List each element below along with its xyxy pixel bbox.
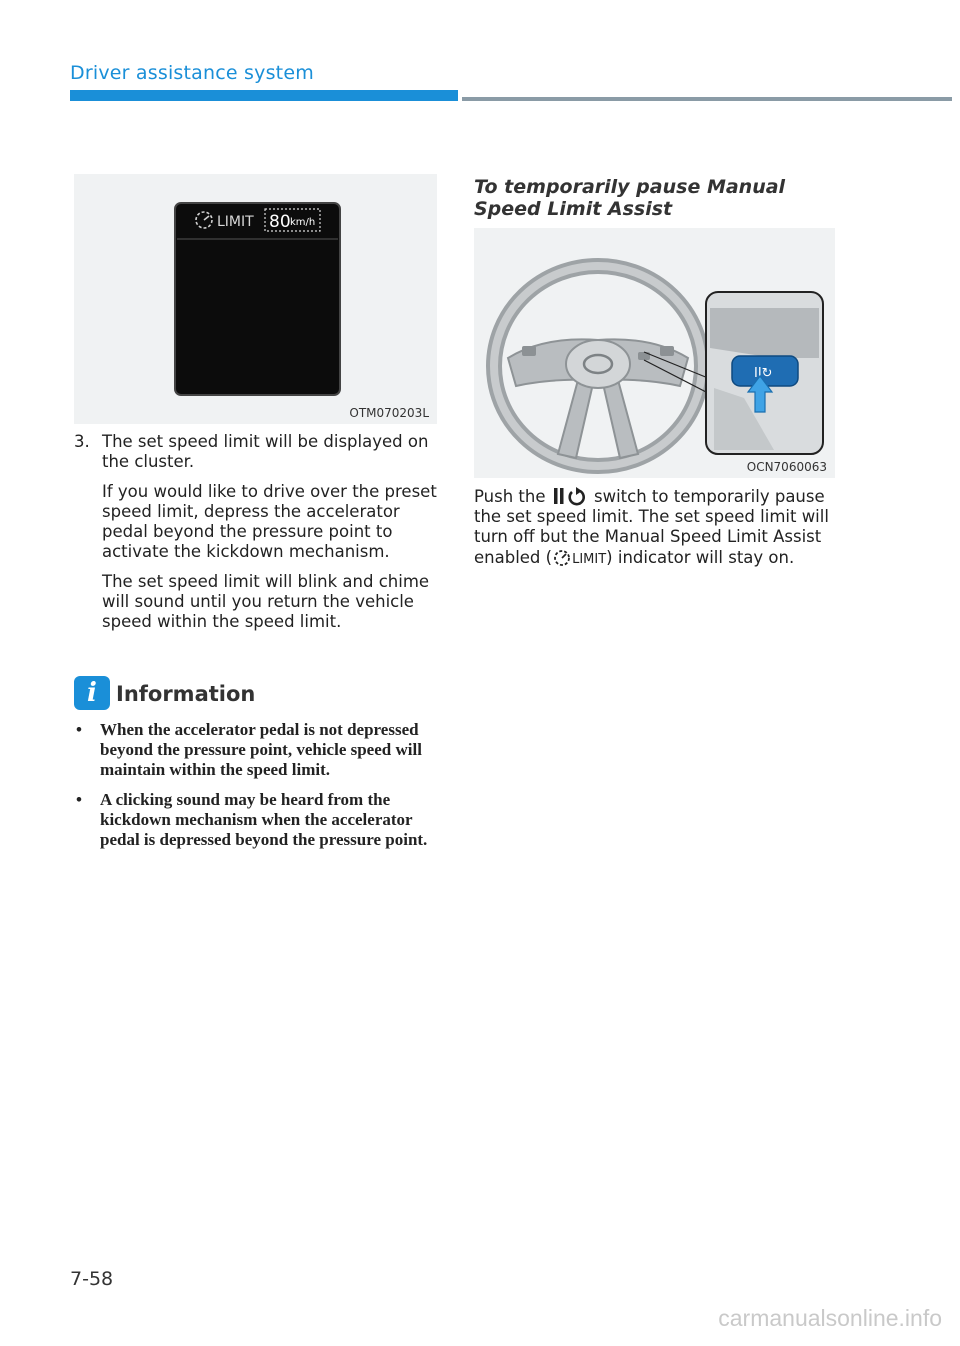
- pause-switch-icon: [551, 486, 589, 506]
- steering-wheel-icon: [494, 266, 702, 466]
- list-item: • A clicking sound may be heard from the kickdown mechanism when the accelerator pedal is depressed beyond the pressure point.: [76, 790, 428, 849]
- step-number: 3.: [74, 432, 90, 451]
- svg-text:II↻: II↻: [754, 366, 773, 381]
- steering-wheel-illustration: [474, 228, 835, 478]
- step-paragraph: The set speed limit will be displayed on the cluster.: [102, 432, 429, 471]
- information-title: Information: [116, 682, 256, 706]
- step-paragraph: If you would like to drive over the preset speed limit, depress the accelerator pedal beyond the pressure point to activate the kickdown mechanism.: [102, 482, 437, 561]
- cluster-speed-unit: km/h: [290, 217, 316, 228]
- pause-instructions: Push the switch to temporarily pause the set speed limit. The set speed limit will turn off but the Manual Speed Limit Assist enabled ( LIMIT) indicator will stay on.: [474, 487, 829, 567]
- page-number: 7-58: [70, 1268, 114, 1290]
- list-item: • When the accelerator pedal is not depressed beyond the pressure point, vehicle speed will maintain within the speed limit.: [76, 720, 422, 779]
- cluster-limit-label: LIMIT: [217, 214, 254, 230]
- zoom-inset: [706, 292, 823, 454]
- header-accent-bar: [70, 90, 458, 101]
- information-list: [74, 720, 444, 860]
- section-title: Driver assistance system: [70, 62, 314, 84]
- cluster-speed-value: 80: [269, 212, 291, 232]
- info-icon: i: [74, 676, 110, 710]
- steering-wheel-figure: [474, 228, 835, 478]
- cluster-figure: [74, 174, 437, 424]
- figure-caption: OTM070203L: [349, 406, 429, 420]
- cluster-display-illustration: [74, 174, 437, 424]
- section-heading: To temporarily pause Manual Speed Limit Assist: [474, 176, 786, 220]
- watermark: carmanualsonline.info: [718, 1305, 942, 1331]
- figure-caption: OCN7060063: [746, 460, 827, 474]
- header-rule: [462, 97, 952, 101]
- step-paragraph: The set speed limit will blink and chime will sound until you return the vehicle speed within the speed limit.: [102, 572, 430, 631]
- step-3: [74, 432, 444, 642]
- speed-limit-gauge-icon: [552, 547, 572, 567]
- indicator-label: LIMIT: [572, 552, 607, 567]
